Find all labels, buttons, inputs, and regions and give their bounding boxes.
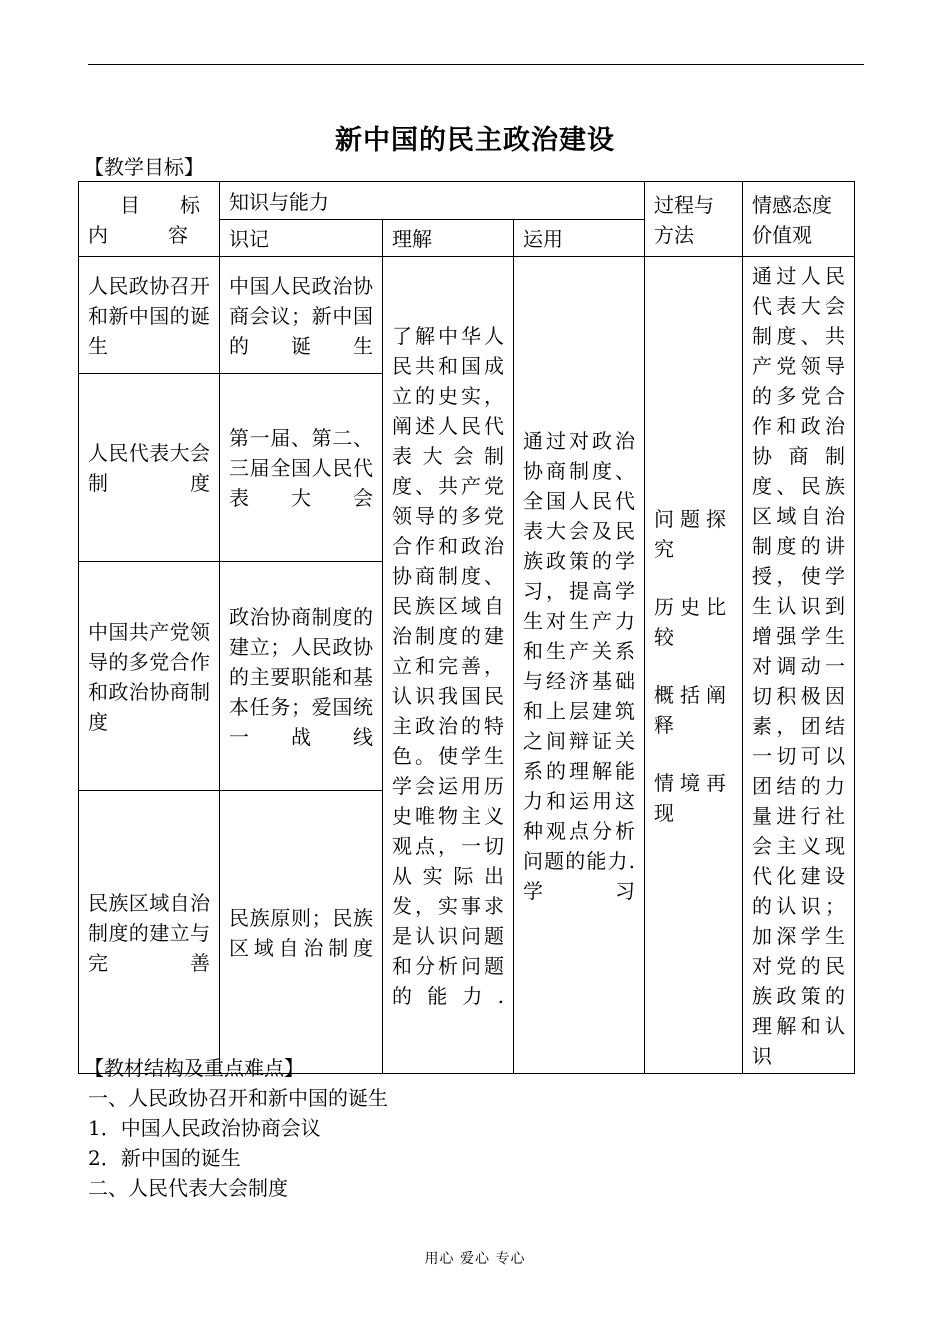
method-item: 情境再现	[654, 771, 733, 825]
header-recall: 识记	[220, 220, 383, 257]
row-recall: 第一届、第二、三届全国人民代表大会	[220, 374, 383, 561]
row-recall: 民族原则；民族区域自治制度	[220, 790, 383, 1073]
outline-item: 一、人民政协召开和新中国的诞生	[88, 1086, 388, 1110]
header-understand: 理解	[383, 220, 514, 257]
outline-item: 2．新中国的诞生	[88, 1146, 241, 1170]
row-content: 中国共产党领导的多党合作和政治协商制度	[79, 561, 220, 790]
page-footer: 用心 爱心 专心	[424, 1251, 526, 1267]
method-item: 问题探究	[654, 507, 733, 561]
header-goal-line2: 内 容	[88, 223, 208, 247]
methods-cell	[645, 257, 743, 1074]
header-goal-content	[79, 182, 220, 257]
understand-text: 了解中华人民共和国成立的史实，阐述人民代表大会制度、共产党领导的多党合作和政治协商制度、民族区域自治制度的建立和完善，认识我国民主政治的特色。使学生学会运用历史唯物主义观点，一切从实际出发，实事求是认识问题和分析问题的能力.	[383, 257, 514, 1074]
objectives-table	[78, 181, 855, 1074]
section-structure-heading: 【教材结构及重点难点】	[84, 1056, 304, 1080]
outline-list	[88, 1083, 388, 1203]
method-item: 历史比较	[654, 595, 733, 649]
row-content: 民族区域自治制度的建立与完善	[79, 790, 220, 1073]
header-emotion: 情感态度价值观	[743, 182, 855, 257]
header-rule	[88, 64, 864, 65]
row-recall: 政治协商制度的建立；人民政协的主要职能和基本任务；爱国统一战线	[220, 561, 383, 790]
row-content: 人民代表大会制度	[79, 374, 220, 561]
row-content: 人民政协召开和新中国的诞生	[79, 257, 220, 374]
header-knowledge: 知识与能力	[220, 182, 645, 220]
row-recall: 中国人民政治协商会议；新中国的诞生	[220, 257, 383, 374]
apply-text: 通过对政治协商制度、全国人民代表大会及民族政策的学习，提高学生对生产力和生产关系与经济基础和上层建筑之间辩证关系的理解能力和运用这种观点分析问题的能力.学习	[514, 257, 645, 1074]
page-title: 新中国的民主政治建设	[335, 125, 615, 156]
header-process: 过程与方法	[645, 182, 743, 257]
outline-item: 1．中国人民政治协商会议	[88, 1116, 321, 1140]
header-goal-line1: 目 标	[120, 193, 210, 217]
method-item: 概括阐释	[654, 683, 733, 737]
section-objectives-heading: 【教学目标】	[84, 155, 204, 179]
emotion-text: 通过人民代表大会制度、共产党领导的多党合作和政治协商制度、民族区域自治制度的讲授，使学生认识到增强学生对调动一切积极因素，团结一切可以团结的力量进行社会主义现代化建设的认识；加深学生对党的民族政策的理解和认识	[743, 257, 855, 1074]
header-apply: 运用	[514, 220, 645, 257]
outline-item: 二、人民代表大会制度	[88, 1176, 288, 1200]
